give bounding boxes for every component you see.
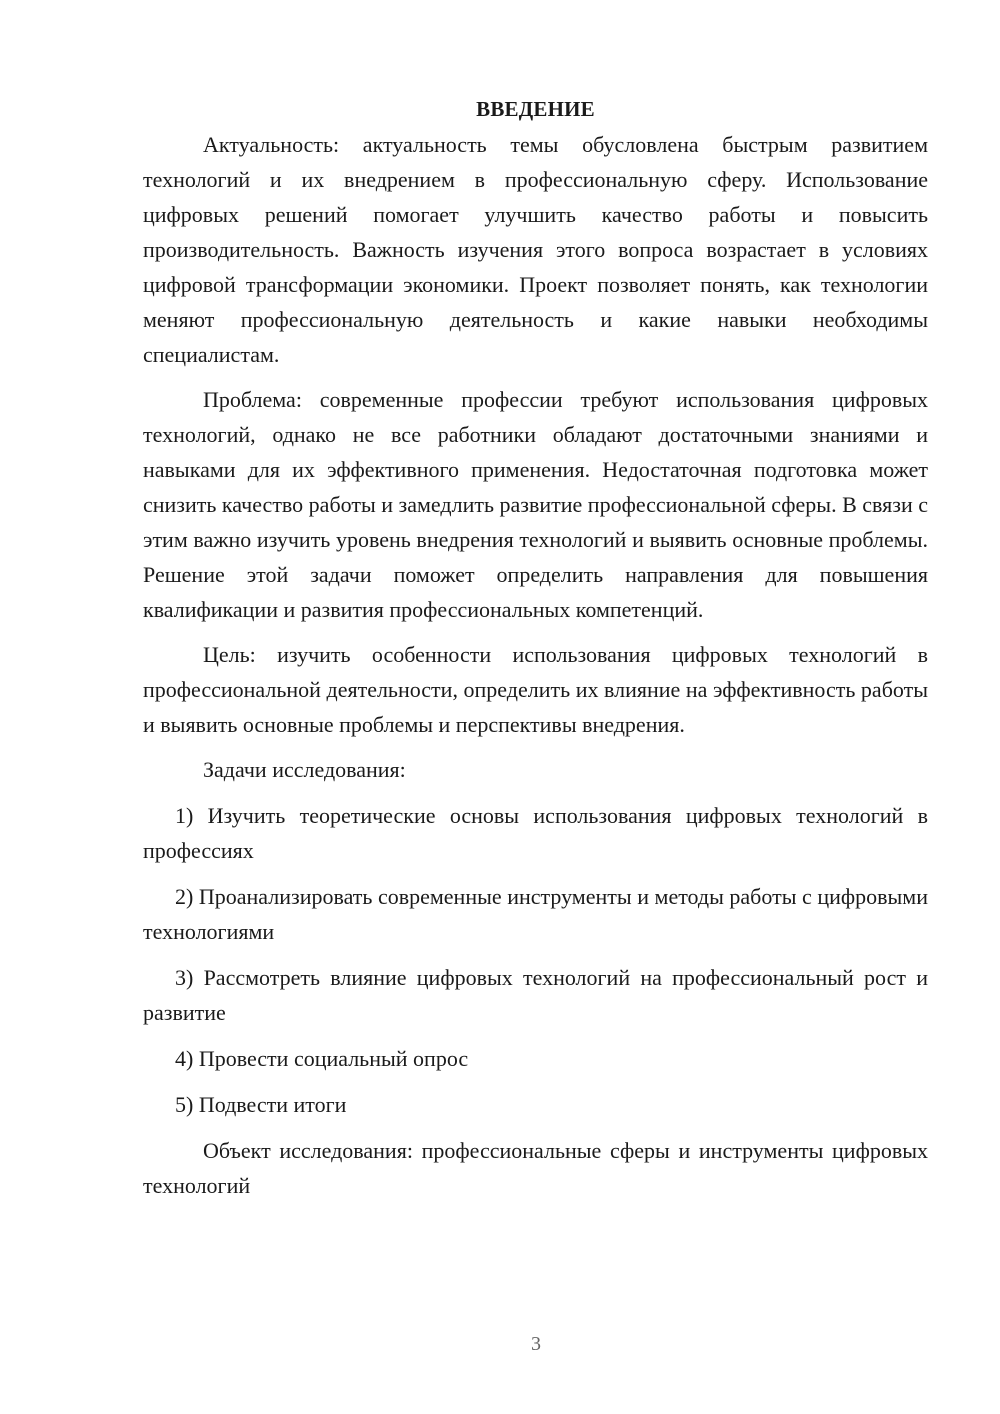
problem-paragraph: Проблема: современные профессии требуют использования цифровых технологий, однако не все работники обладают достаточными знаниями и навыками для их эффективного применения. Недостаточная подготовка может снизить качество работы и замедлить развитие профессиональной сферы. В связи с этим важно изучить уровень внедрения технологий и выявить основные проблемы. Решение этой задачи поможет определить направления для повышения квалификации и развития профессиональных компетенций. — [143, 387, 928, 622]
list-item: 3) Рассмотреть влияние цифровых технологий на профессиональный рост и развитие — [143, 965, 928, 1025]
page-body — [143, 92, 928, 1203]
list-item: 4) Провести социальный опрос — [175, 1046, 469, 1071]
goal-paragraph: Цель: изучить особенности использования цифровых технологий в профессиональной деятельности, определить их влияние на эффективность работы и выявить основные проблемы и перспективы внедрения. — [143, 642, 928, 737]
relevance-paragraph: Актуальность: актуальность темы обусловлена быстрым развитием технологий и их внедрением в профессиональную сферу. Использование цифровых решений помогает улучшить качество работы и повысить производительность. Важность изучения этого вопроса возрастает в условиях цифровой трансформации экономики. Проект позволяет понять, как технологии меняют профессиональную деятельность и какие навыки необходимы специалистам. — [143, 132, 928, 367]
list-item: 5) Подвести итоги — [175, 1092, 347, 1117]
page-title: ВВЕДЕНИЕ — [476, 97, 595, 121]
page-number: 3 — [531, 1333, 541, 1355]
tasks-list — [143, 798, 928, 1122]
object-paragraph: Объект исследования: профессиональные сферы и инструменты цифровых технологий — [143, 1138, 928, 1198]
list-item: 1) Изучить теоретические основы использования цифровых технологий в профессиях — [143, 803, 928, 863]
list-item: 2) Проанализировать современные инструменты и методы работы с цифровыми технологиями — [143, 884, 928, 944]
tasks-heading: Задачи исследования: — [203, 757, 406, 782]
